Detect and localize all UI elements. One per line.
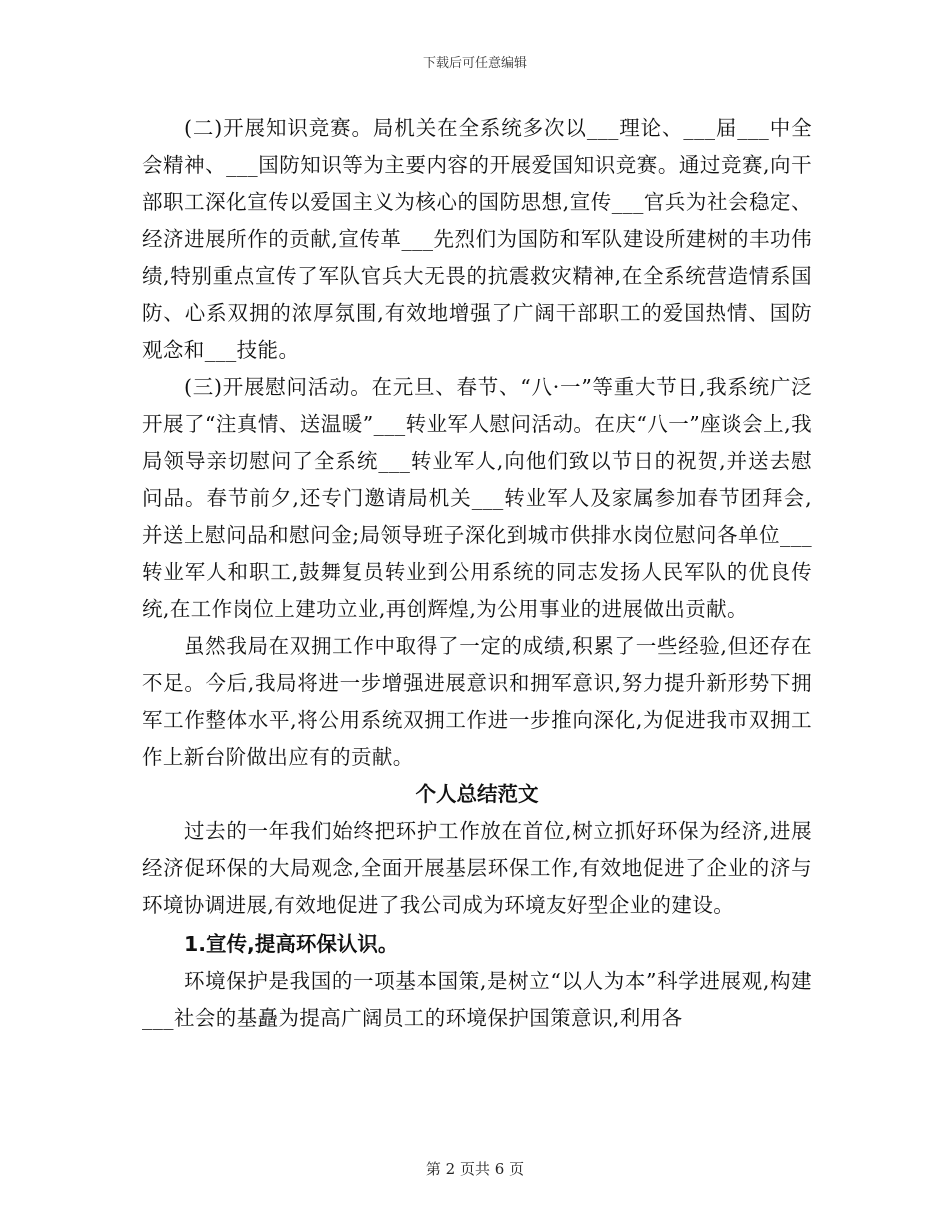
page-header: 下载后可任意编辑 <box>422 56 527 71</box>
document-body <box>142 110 812 1037</box>
page-footer: 第 2 页共 6 页 <box>425 1160 525 1178</box>
paragraph-knowledge-contest: (二)开展知识竞赛。局机关在全系统多次以___理论、___届___中全会精神、___国防知识等为主要内容的开展爱国知识竞赛。通过竞赛,向干部职工深化宣传以爱国主义为核心的国防思想,宣传___官兵为社会稳定、经济进展所作的贡献,宣传革___先烈们为国防和军队建设所建树的丰功伟绩,特别重点宣传了军队官兵大无畏的抗震救灾精神,在全系统营造情系国防、心系双拥的浓厚氛围,有效地增强了广阔干部职工的爱国热情、国防观念和___技能。 <box>142 116 812 362</box>
section-title: 个人总结范文 <box>415 782 539 806</box>
paragraph-shortcomings: 虽然我局在双拥工作中取得了一定的成绩,积累了一些经验,但还存在不足。今后,我局将进一步增强进展意识和拥军意识,努力提升新形势下拥军工作整体水平,将公用系统双拥工作进一步推向深化,为促进我市双拥工作上新台阶做出应有的贡献。 <box>142 634 812 769</box>
paragraph-environmental-summary: 过去的一年我们始终把环护工作放在首位,树立抓好环保为经济,进展经济促环保的大局观念,全面开展基层环保工作,有效地促进了企业的济与环境协调进展,有效地促进了我公司成为环境友好型企业的建设。 <box>142 819 812 917</box>
paragraph-environmental-protection: 环境保护是我国的一项基本国策,是树立“以人为本”科学进展观,构建___社会的基矗为提高广阔员工的环境保护国策意识,利用各 <box>142 969 812 1030</box>
paragraph-condolence-activities: (三)开展慰问活动。在元旦、春节、“八·一”等重大节日,我系统广泛开展了“注真情、送温暖”___转业军人慰问活动。在庆“八一”座谈会上,我局领导亲切慰问了全系统___转业军人,向他们致以节日的祝贺,并送去慰问品。春节前夕,还专门邀请局机关___转业军人及家属参加春节团拜会,并送上慰问品和慰问金;局领导班子深化到城市供排水岗位慰问各单位___转业军人和职工,鼓舞复员转业到公用系统的同志发扬人民军队的优良传统,在工作岗位上建功立业,再创辉煌,为公用事业的进展做出贡献。 <box>142 375 812 621</box>
heading-publicity: 1.宣传,提高环保认识。 <box>184 932 399 956</box>
